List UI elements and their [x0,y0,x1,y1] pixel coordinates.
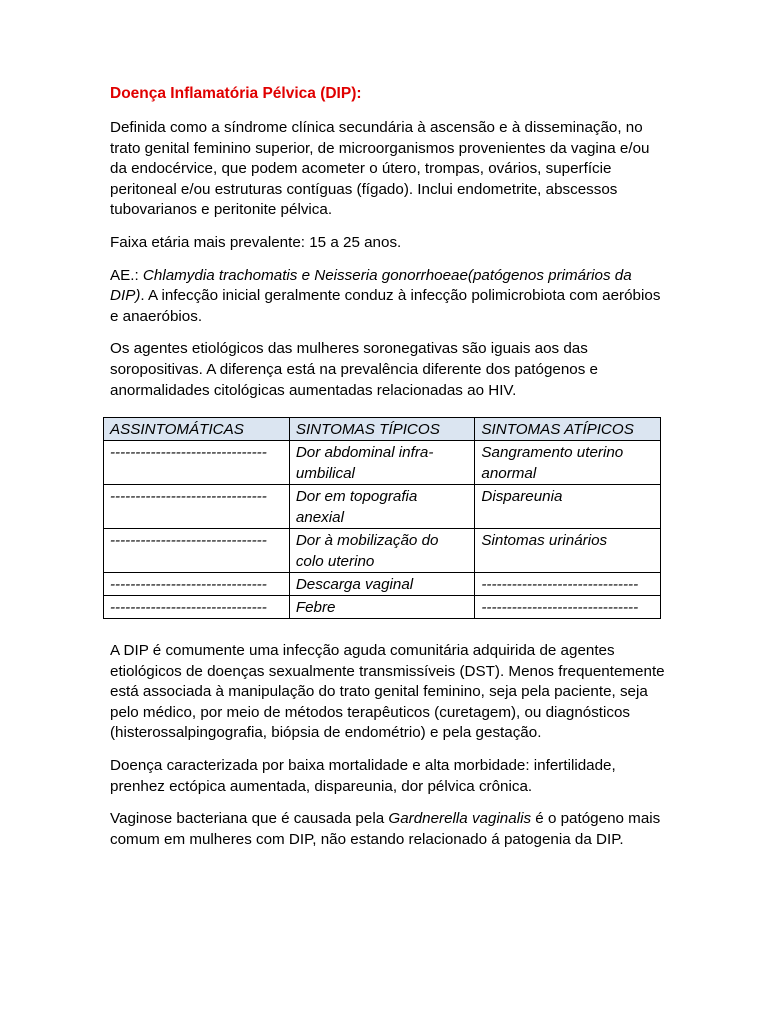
table-cell: ------------------------------- [104,529,290,573]
age-range-paragraph: Faixa etária mais prevalente: 15 a 25 anos. [110,233,402,251]
table-cell: Dispareunia [475,485,661,529]
table-row [104,485,661,529]
ae-rest: . A infecção inicial geralmente conduz à infecção polimicrobiota com aeróbios e anaeróbios. [110,287,661,325]
table-cell: Dor em topografia anexial [289,485,475,529]
table-cell: Dor abdominal infra-umbilical [289,441,475,485]
table-cell: ------------------------------- [104,596,290,619]
table-row [104,441,661,485]
table-cell: ------------------------------- [104,485,290,529]
definition-paragraph: Definida como a síndrome clínica secundária à ascensão e à disseminação, no trato genital feminino superior, de microorganismos provenientes da vagina e/ou da endocérvice, que podem acometer o útero, trompas, ovários, superfície peritoneal e/ou estruturas contíguas (fígado). Inclui endometrite, abscessos tubovarianos e peritonite pélvica. [110,119,650,219]
document-upper [110,84,666,413]
table-cell: Descarga vaginal [289,573,475,596]
table-row [104,596,661,619]
header-atypical-symptoms: SINTOMAS ATÍPICOS [475,418,661,441]
page-title: Doença Inflamatória Pélvica (DIP): [110,85,362,102]
dip-community-paragraph: A DIP é comumente uma infecção aguda comunitária adquirida de agentes etiológicos de doenças sexualmente transmissíveis (DST). Menos frequentemente está associada à manipulação do trato genital feminino, seja pela paciente, seja pelo médico, por meio de métodos terapêuticos (curetagem), ou diagnósticos (histerossalpingografia, biópsia de endométrio) e pela gestação. [110,642,665,742]
vaginosis-paragraph [110,809,666,850]
table-row [104,529,661,573]
table-cell: ------------------------------- [104,441,290,485]
table-header-row [104,418,661,441]
vaginosis-after: é o patógeno mais comum em mulheres com DIP, não estando relacionado á patogenia da DIP. [110,810,661,848]
document-lower [110,641,666,862]
vaginosis-before: Vaginose bacteriana que é causada pela [110,810,389,828]
symptoms-table [103,417,661,619]
table-row [104,573,661,596]
ae-prefix: AE.: [110,266,143,284]
table-cell: ------------------------------- [475,596,661,619]
etiologic-agents-paragraph [110,266,666,328]
ae-pathogens: Chlamydia trachomatis e Neisseria gonorrhoeae(patógenos primários da DIP) [110,266,632,305]
header-typical-symptoms: SINTOMAS TÍPICOS [289,418,475,441]
morbidity-paragraph: Doença caracterizada por baixa mortalidade e alta morbidade: infertilidade, prenhez ectópica aumentada, dispareunia, dor pélvica crônica. [110,756,616,795]
table-cell: Sangramento uterino anormal [475,441,661,485]
table-cell: Dor à mobilização do colo uterino [289,529,475,573]
table-cell: Febre [289,596,475,619]
hiv-agents-paragraph: Os agentes etiológicos das mulheres soronegativas são iguais aos das soropositivas. A diferença está na prevalência diferente dos patógenos e anormalidades citológicas aumentadas relacionadas ao HIV. [110,340,599,399]
table-cell: Sintomas urinários [475,529,661,573]
header-asymptomatic: ASSINTOMÁTICAS [104,418,290,441]
vaginosis-pathogen: Gardnerella vaginalis [388,810,532,828]
table-cell: ------------------------------- [104,573,290,596]
table-cell: ------------------------------- [475,573,661,596]
